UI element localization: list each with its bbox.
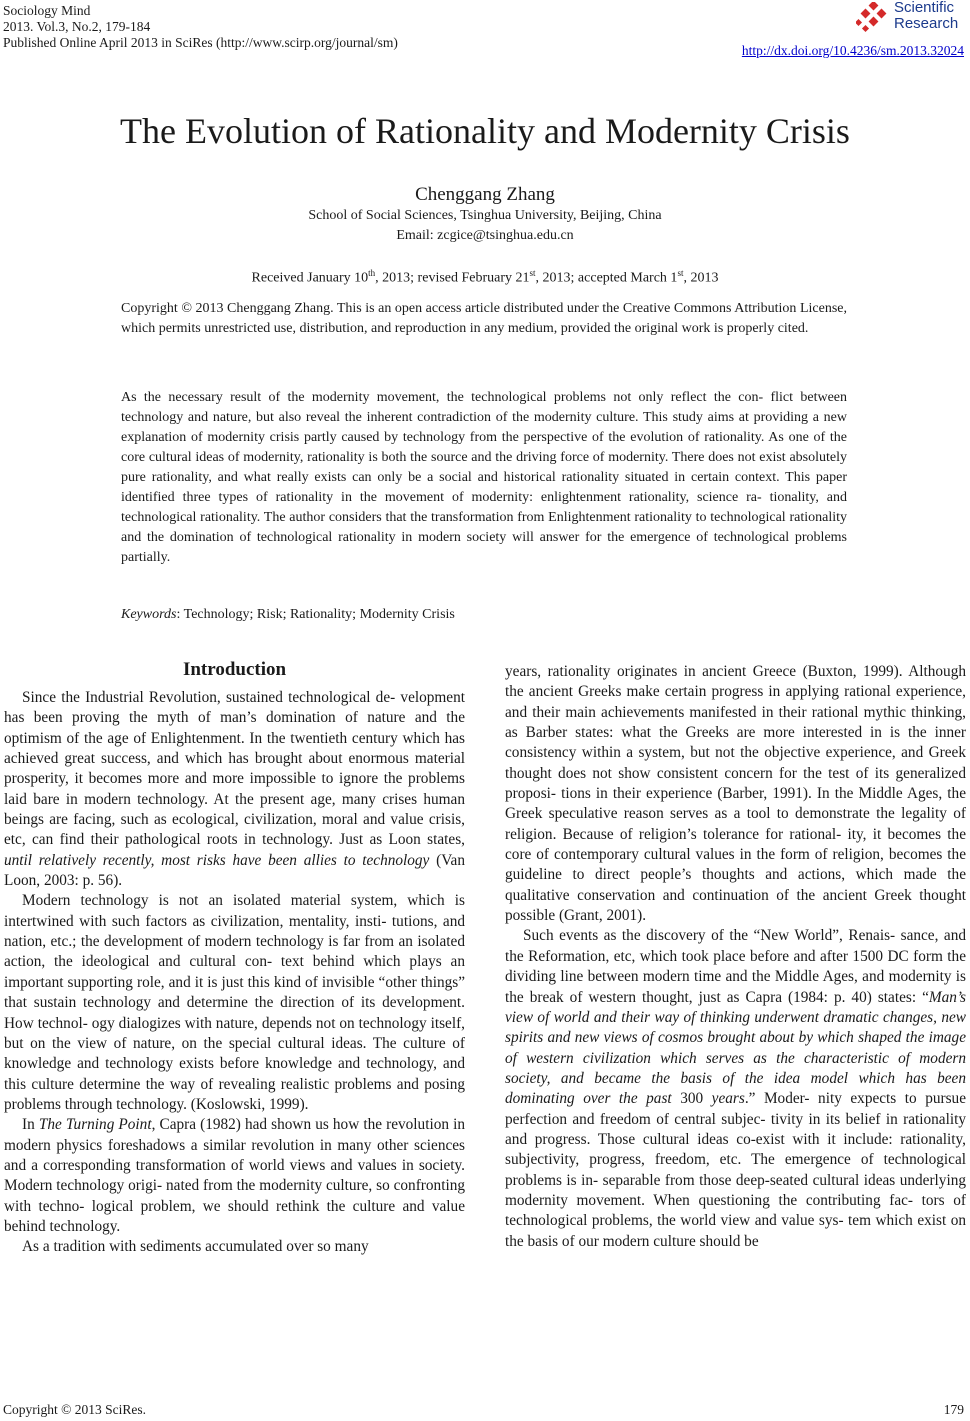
accepted-date: , 2013; accepted March 1 [535, 270, 678, 286]
paragraph-text: (Van Loon, 2003: p. 56). [4, 851, 465, 890]
page-number: 179 [943, 1402, 964, 1417]
paragraph: As a tradition with sediments accumulated over so many [22, 1238, 369, 1256]
published-line: Published Online April 2013 in SciRes (http://www.scirp.org/journal/sm) [3, 35, 398, 50]
article-dates [0, 263, 970, 289]
paragraph-text: , Capra (1982) had shown us how the revolution in modern physics foreshadows a similar revolution in many other sciences and a corresponding transformation of world views and values in society. Modern technology origi- nated from the modernity culture, so confronting with techno- logical problem, we should rethink the culture and value behind technology. [4, 1116, 465, 1235]
article-title: The Evolution of Rationality and Modernity Crisis [120, 111, 850, 151]
paragraph: years, rationality originates in ancient Greece (Buxton, 1999). Although the ancient Greeks make certain progress in applying rational experience, and their main achievements manifested in their rational mythic thinking, as Barber states: what the Greeks are more interested in is the inner consistency within a system, but not the objective experience, and Greek thought does not show consistent concern for the test of its generalized proposi- tions in their experience (Barber, 1991). In the Middle Ages, the Greek speculative reason serves as a tool to demonstrate the legality of religion. Because of religion’s tolerance for rational- ity, it becomes the core of contemporary cultural values in the form of religion, becomes the guideline to direct people’s thoughts and actions, which made the qualitative conservation and continuation of the ancient Greek thought possible (Grant, 2001). [505, 663, 966, 925]
keywords [121, 605, 847, 625]
volume-line: 2013. Vol.3, No.2, 179-184 [3, 19, 151, 34]
dates-suffix: , 2013 [683, 270, 719, 286]
publisher-logo [856, 0, 966, 38]
accepted-sup: st [677, 268, 684, 278]
quote-number: 300 [680, 1090, 704, 1108]
paragraph: Modern technology is not an isolated material system, which is intertwined with such factors as civilization, mentality, insti- tutions, and nation, etc.; the development of modern technology is far from an isolated action, the ideological and cultural con- text behind which plays an important supporting role, and it is just this kind of invisible “other things” that sustain technology and determine the direction of its development. How technol- ogy dialogizes with nature, depends not on technology itself, but on the view of nature, on the special cultural ideas. The culture of knowledge and technology exists before knowledge and technology, and this culture determine the way of revealing realistic problems and posing problems through technology. (Koslowski, 1999). [4, 892, 465, 1113]
author-name: Chenggang Zhang [415, 184, 555, 205]
paragraph-text: In [22, 1116, 39, 1134]
logo-mark-icon [856, 2, 892, 34]
journal-header [3, 3, 398, 51]
section-heading: Introduction [182, 659, 287, 680]
paragraph-text: .” Moder- nity expects to pursue perfection and freedom of central subjec- tivity in its belief in rationality and progress. Those cultural ideas co-exist with it include: rationality, subjectivity, progress, freedom, etc. The emergence of technological problems is in- separable from those deep-seated cultural ideas underlying modernity movement. When questioning the contributing fac- tors of technological problems, the world view and value sys- tem which exist on the basis of our modern culture should be [505, 1090, 966, 1250]
quote-text: until relatively recently, most risks have been allies to technology [4, 851, 430, 869]
abstract: As the necessary result of the modernity movement, the technological problems not only reflect the con- flict between technology and nature, but also reveal the inherent contradiction of the modernity culture. This study aims at providing a new explanation of modernity crisis partly caused by technology from the perspective of the evolution of rationality. As one of the core cultural ideas of modernity, rationality is both the source and the driving force of modernity. There does not exist absolutely pure rationality, and what really exists can only be a social and historical rationality situated in certain context. This paper identified three types of rationality in the movement of modernity: enlightenment rationality, science ra- tionality, and technological rationality. The author considers that the transformation from Enlightenment rationality to technological rationality and the domination of technological rationality in modern society will answer for the emergence of technological problems partially. [121, 390, 847, 565]
left-column [4, 688, 465, 1258]
doi-link[interactable]: http://dx.doi.org/10.4236/sm.2013.32024 [741, 43, 964, 58]
paragraph [4, 688, 465, 891]
paragraph-text: Such events as the discovery of the “New World”, Renais- sance, and the Reformation, etc, which took place before and after 1500 DC form the dividing line between modern time and the Middle Ages, and modernity is the break of western thought, just as Capra (1984: p. 40) states: “ [505, 927, 966, 1006]
right-column [505, 662, 966, 1252]
received-date: Received January 10 [251, 270, 369, 286]
affiliation: School of Social Sciences, Tsinghua University, Beijing, China [308, 208, 662, 223]
paragraph [505, 926, 966, 1252]
revised-sup: st [529, 268, 536, 278]
author-email: Email: zcgice@tsinghua.edu.cn [396, 228, 574, 243]
revised-date: , 2013; revised February 21 [375, 270, 530, 286]
quote-text: years [703, 1090, 745, 1108]
quote-text: Man’s view of world and their way of thinking underwent dramatic changes, new spirits and new views of cosmos brought about by which shaped the image of western civilization which serves as the characteristic of modern society, and became the basis of the idea model which has been dominating over the past [505, 988, 966, 1108]
received-sup: th [368, 268, 376, 278]
keywords-label: Keywords [121, 607, 177, 622]
book-title: The Turning Point [38, 1116, 152, 1134]
paragraph-text: Since the Industrial Revolution, sustained technological de- velopment has been proving the myth of man’s domination of nature and the optimism of the age of Enlightenment. In the twentieth century which has achieved great success, and which has brought about enormous material prosperity, it becomes more and more impossible to ignore the problems laid bare in modern technology. At the present age, many crises human beings are facing, such as ecological, civilization, moral and value crisis, etc, can find their pathological roots in technology. Just as Loon states, [4, 689, 465, 849]
footer-copyright: Copyright © 2013 SciRes. [3, 1402, 147, 1417]
logo-line-1: Scientific [894, 0, 955, 16]
keywords-list: : Technology; Risk; Rationality; Modernity Crisis [176, 607, 455, 622]
logo-text [894, 0, 958, 32]
logo-line-2: Research [894, 15, 959, 32]
paragraph [4, 1115, 465, 1237]
copyright-notice: Copyright © 2013 Chenggang Zhang. This is an open access article distributed under the Creative Commons Attribution License, which permits unrestricted use, distribution, and reproduction in any medium, provided the original work is properly cited. [121, 301, 847, 336]
journal-name: Sociology Mind [3, 3, 91, 18]
